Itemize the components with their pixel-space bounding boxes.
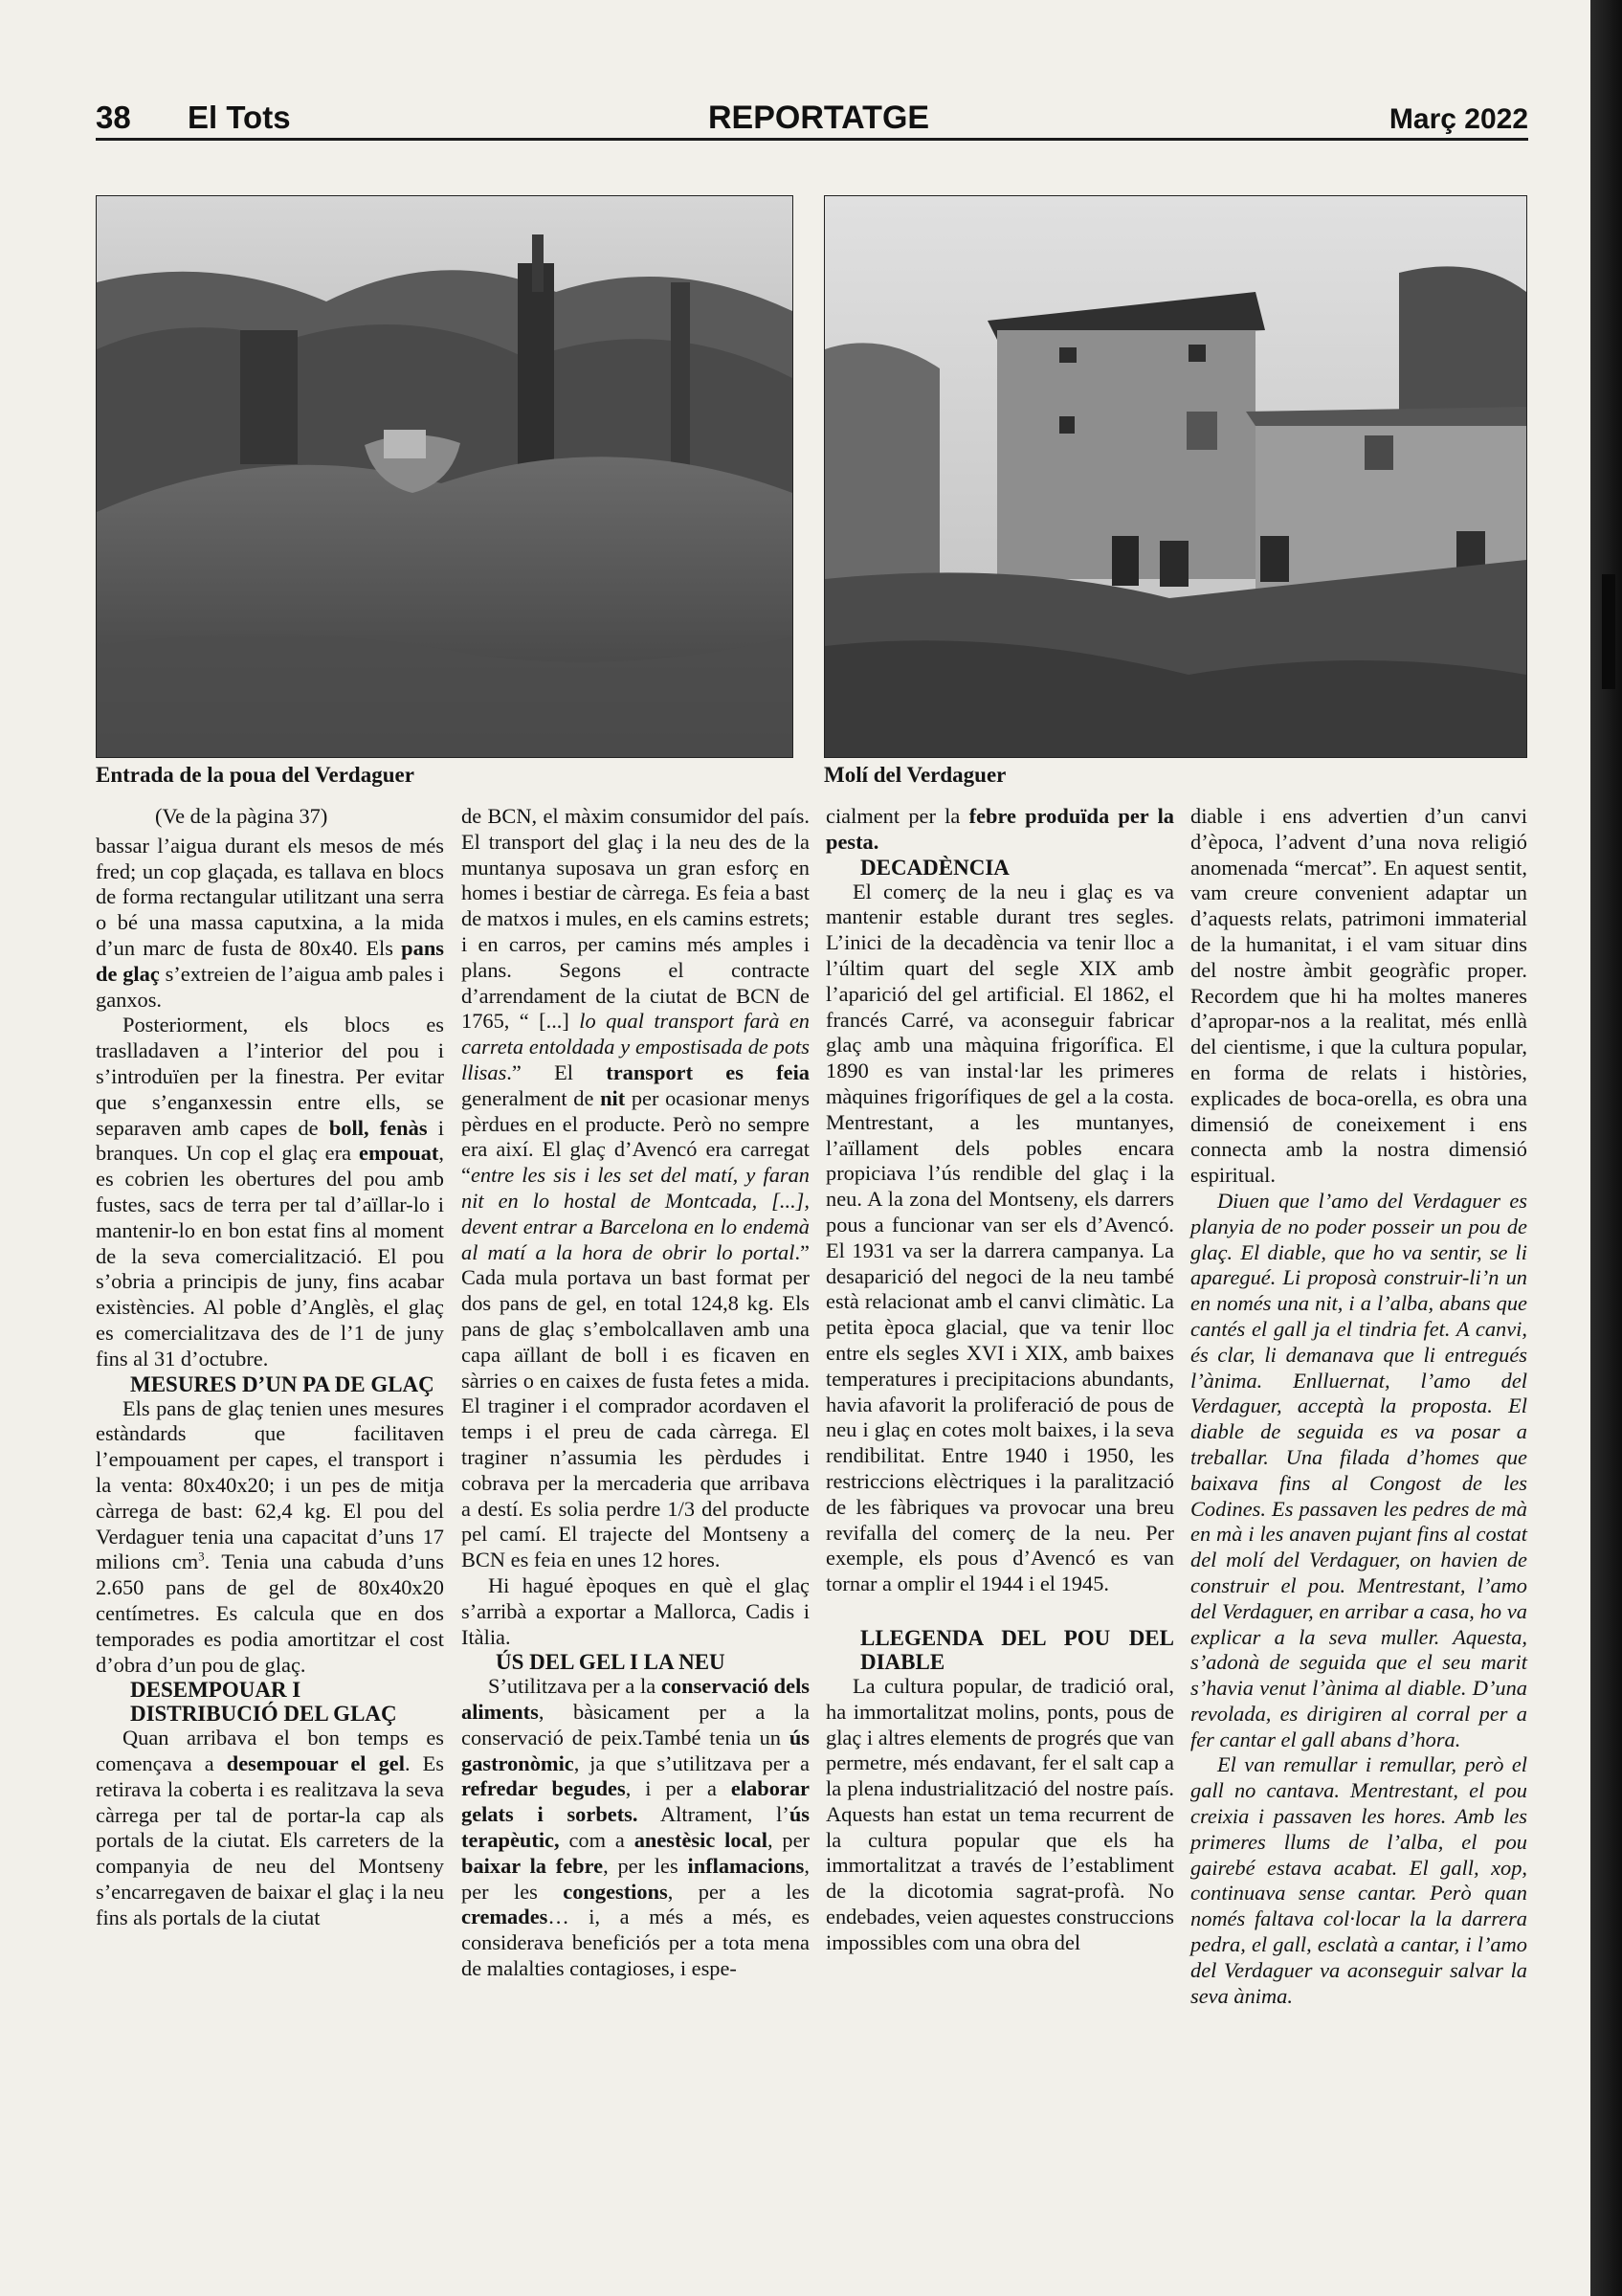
article-column-1 bbox=[96, 804, 444, 2144]
photo-ice-house-entrance bbox=[96, 195, 793, 758]
article-column-3 bbox=[826, 804, 1174, 2144]
page-header bbox=[96, 96, 1528, 144]
scan-binder-clip bbox=[1602, 574, 1615, 689]
paragraph: diable i ens advertien d’un canvi d’època, l’advent d’una nova religió anomenada “mercat”. En aquest sentit, vam creure convenient adaptar un d’aquests relats, patrimoni immaterial de la humanitat, i el vam situar dins del nostre àmbit geogràfic proper. Recordem que hi ha moltes maneres d’apropar-nos a la realitat, més enllà del cientisme, i que la cultura popular, en forma de relats i històries, explicades de boca-orella, es obra una dimensió de coneixement i ens connecta amb la nostra dimensió espiritual. bbox=[1190, 804, 1527, 1188]
paragraph: de BCN, el màxim consumidor del país. El transport del glaç i la neu des de la muntanya suposava un gran esforç en homes i bestiar de càrrega. Es feia a bast de matxos i mules, en els camins estrets; i en carros, per camins més amples i plans. Segons el contracte d’arrendament de la ciutat de BCN de 1765, “ [...] lo qual transport farà en carreta entoldada y empostisada de pots llisas.” El transport es feia generalment de nit per ocasionar menys pèrdues en el producte. Però no sempre era així. El glaç d’Avencó era carregat “entre les sis i les set del matí, y faran nit en lo hostal de Montcada, [...], devent entrar a Barcelona en lo endemà al matí a la hora de obrir lo portal.” Cada mula portava un bast format per dos pans de gel, en total 124,8 kg. Els pans de glaç s’embolcallaven amb una capa aïllant de boll i es ficaven en sàrries o en caixes de fusta fetes a mida. El traginer i el comprador acordaven el temps i el preu de cada càrrega. El traginer n’assumia les pèrdudes i cobrava per la mercaderia que arribava a destí. Es solia perdre 1/3 del producte pel camí. El trajecte del Montseny a BCN es feia en unes 12 hores. bbox=[461, 804, 810, 1572]
legend-paragraph: Diuen que l’amo del Verdaguer es planyia de no poder posseir un pou de glaç. El diable, que ho va sentir, se li aparegué. Li proposà construir-li’n un en només una nit, i a l’alba, abans que cantés el gall ja el tindria fet. A canvi, és clar, li demanava que li entregués l’ànima. Enlluernat, l’amo del Verdaguer, acceptà la proposta. El diable de seguida es va posar a treballar. Una filada d’homes que baixava fins al Congost de les Codines. Es passaven les pedres de mà en mà i les anaven pujant fins al costat del molí del Verdaguer, on havien de construir el pou. Mentrestant, l’amo del Verdaguer, en arribar a casa, ho va explicar a la seva muller. Aquesta, s’adonà de seguida que el seu marit s’havia venut l’ànima al diable. D’una revolada, es dirigiren al corral per a fer cantar el gall abans d’hora. bbox=[1190, 1188, 1527, 1751]
publication-name: El Tots bbox=[188, 100, 291, 135]
paragraph: S’utilitzava per a la conservació dels aliments, bàsicament per a la conservació de peix.També tenia un ús gastronòmic, ja que s’utilitzava per a refredar begudes, i per a elaborar gelats i sorbets. Altrament, l’ús terapèutic, com a anestèsic local, per baixar la febre, per les inflamacions, per les congestions, per a les cremades… i, a més a més, es considerava beneficiós per a tota mena de malalties contagioses, i espe- bbox=[461, 1674, 811, 1981]
page-number: 38 bbox=[96, 100, 131, 135]
paragraph: cialment per la febre produïda per la pesta. bbox=[826, 804, 1174, 854]
photo-mill bbox=[824, 195, 1527, 758]
subheading: DESEMPOUAR I DISTRIBUCIÓ DEL GLAÇ bbox=[130, 1678, 397, 1727]
photo-mill-graphic bbox=[825, 196, 1526, 757]
subheading: DECADÈNCIA bbox=[860, 855, 1010, 880]
paragraph: Quan arribava el bon temps es començava a desempouar el gel. Es retirava la coberta i es realitzava la seva càrrega per tal de portar-la cap als portals de la ciutat. Els carreters de la companyia de neu del Montseny s’encarregaven de baixar el glaç i la neu fins als portals de la ciutat bbox=[96, 1726, 444, 1929]
section-title: REPORTATGE bbox=[708, 100, 930, 136]
paragraph: bassar l’aigua durant els mesos de més fred; un cop glaçada, es tallava en blocs de forma rectangular utilitzant una serra o bé una massa caputxina, a la mida d’un marc de fusta de 80x40. Els pans de glaç s’extreien de l’aigua amb pales i ganxos. bbox=[96, 833, 444, 1012]
caption-mill: Molí del Verdaguer bbox=[824, 763, 1007, 787]
subheading: ÚS DEL GEL I LA NEU bbox=[496, 1650, 725, 1675]
article-column-4 bbox=[1190, 804, 1527, 2144]
paragraph: El comerç de la neu i glaç es va mantenir estable durant tres segles. L’inici de la decadència va tenir lloc a l’últim quart del segle XIX amb l’aparició del gel artificial. El 1862, el francés Carré, va aconseguir fabricar glaç amb una màquina frigorífica. El 1890 es van instal·lar les primeres màquines frigorífiques de gel a la costa. Mentrestant, a les muntanyes, l’aïllament dels pobles encara propiciava l’ús rendible del glaç i la neu. A la zona del Montseny, els darrers pous a funcionar van ser els d’Avencó. El 1931 va ser la darrera campanya. La desaparició del negoci de la neu també està relacionat amb el canvi climàtic. La petita època glacial, que va tenir lloc entre els segles XVI i XIX, amb baixes temperatures i precipitacions abundants, havia afavorit la proliferació de pous de neu i glaç en cotes molt baixes, i la seva rendibilitat. Entre 1940 i 1950, les restriccions elèctriques i la paralització de les fàbriques va provocar una breu revifalla del comerç de la neu. Per exemple, els pous d’Avencó es van tornar a omplir el 1944 i el 1945. bbox=[826, 879, 1174, 1596]
legend-paragraph: El van remullar i remullar, però el gall no cantava. Mentrestant, el pou creixia i passaven les hores. Amb les primeres llums de l’alba, el pou gairebé estava acabat. El gall, xop, continuava sense cantar. Però quan només faltava col·locar la la darrera pedra, el gall, esclatà a cantar, i l’amo del Verdaguer va aconseguir salvar la seva ànima. bbox=[1190, 1752, 1527, 2008]
subheading: LLEGENDA DEL POU DEL DIABLE bbox=[860, 1625, 1174, 1674]
subheading: MESURES D’UN PA DE GLAÇ bbox=[130, 1371, 434, 1396]
paragraph: La cultura popular, de tradició oral, ha immortalitzat molins, ponts, pous de glaç i altres elements de progrés que van permetre, més endavant, fer el salt cap a la plena industrialització del nostre país. Aquests han estat un tema recurrent de la cultura popular que els ha immortalitzat a través de l’establiment de la dicotomia sagrat-profà. No endebades, veien aquestes construccions impossibles com una obra del bbox=[826, 1673, 1174, 1954]
paragraph: Els pans de glaç tenien unes mesures estàndards que facilitaven l’empouament per capes, el transport i la venta: 80x40x20; i un pes de mitja càrrega de bast: 62,4 kg. El pou del Verdaguer tenia una capacitat d’uns 17 milions $cm^3$. Tenia una cabuda d’uns 2.650 pans de gel de 80x40x20 centímetres. Es calcula que en dos temporades es podia amortitzar el cost d’obra d’un pou de glaç. bbox=[96, 1395, 444, 1677]
photo-hillside-graphic bbox=[97, 196, 792, 757]
caption-ice-house-entrance: Entrada de la poua del Verdaguer bbox=[96, 763, 414, 787]
continued-from-reference: (Ve de la pàgina 37) bbox=[155, 804, 328, 828]
issue-date: Març 2022 bbox=[1389, 103, 1528, 135]
header-rule bbox=[96, 138, 1528, 141]
article-column-2 bbox=[461, 804, 810, 2144]
paragraph: Hi hagué èpoques en què el glaç s’arribà a exportar a Mallorca, Cadis i Itàlia. bbox=[461, 1572, 810, 1649]
paragraph: Posteriorment, els blocs es traslladaven a l’interior del pou i s’introduïen per la finestra. Per evitar que s’enganxessin entre ells, se separaven amb capes de boll, fenàs i branques. Un cop el glaç era empouat, es cobrien les obertures del pou amb fustes, sacs de terra per tal d’aïllar-lo i mantenir-lo en bon estat fins al moment de la seva comercialització. El pou s’obria a principis de juny, fins acabar existències. Al poble d’Anglès, el glaç es comercialitzava des de l’1 de juny fins al 31 d’octubre. bbox=[96, 1013, 445, 1371]
scan-edge bbox=[1590, 0, 1622, 2296]
